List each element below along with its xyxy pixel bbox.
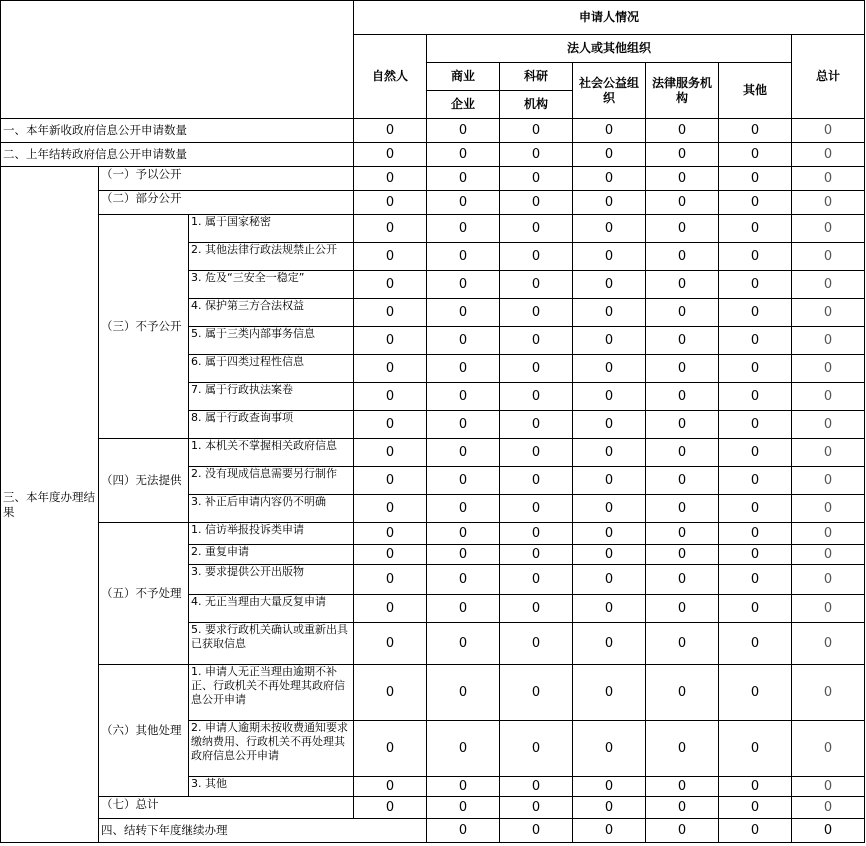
cell-value: 0 (427, 191, 500, 215)
cell-value: 0 (792, 819, 865, 843)
cell-value: 0 (354, 797, 427, 819)
table-row (1, 119, 865, 143)
cell-value: 0 (427, 327, 500, 355)
cell-value: 0 (427, 243, 500, 271)
cell-value: 0 (354, 243, 427, 271)
header-legal-or-other: 法人或其他组织 (427, 35, 792, 63)
cell-value: 0 (646, 819, 719, 843)
cell-value: 0 (719, 439, 792, 467)
table-row (1, 819, 865, 843)
cell-value: 0 (354, 411, 427, 439)
cell-value: 0 (427, 271, 500, 299)
sub-label: 2. 重复申请 (189, 545, 354, 565)
cell-value: 0 (573, 797, 646, 819)
sub-label: 8. 属于行政查询事项 (189, 411, 354, 439)
header-research-2: 机构 (500, 91, 573, 119)
cell-value: 0 (719, 467, 792, 495)
cell-value: 0 (427, 143, 500, 167)
cell-value: 0 (354, 565, 427, 595)
cell-value: 0 (573, 777, 646, 797)
cell-value: 0 (354, 623, 427, 665)
cell-value: 0 (646, 355, 719, 383)
cell-value: 0 (354, 271, 427, 299)
cell-value: 0 (354, 191, 427, 215)
cell-value: 0 (427, 545, 500, 565)
cell-value: 0 (646, 191, 719, 215)
sub-label: 5. 要求行政机关确认或重新出具已获取信息 (189, 623, 354, 665)
cell-value: 0 (427, 595, 500, 623)
sub-label: 5. 属于三类内部事务信息 (189, 327, 354, 355)
cell-value: 0 (646, 383, 719, 411)
header-applicant-situation: 申请人情况 (354, 1, 865, 35)
cell-value: 0 (500, 665, 573, 721)
cell-value: 0 (427, 167, 500, 191)
row-label-carry-forward: 四、结转下年度继续办理 (99, 819, 427, 843)
sub-label: 4. 保护第三方合法权益 (189, 299, 354, 327)
cell-value: 0 (500, 271, 573, 299)
sub-label: 3. 危及“三安全一稳定” (189, 271, 354, 299)
cell-value: 0 (573, 565, 646, 595)
cell-value: 0 (719, 777, 792, 797)
table-row (1, 143, 865, 167)
cell-value: 0 (427, 565, 500, 595)
cell-value: 0 (646, 665, 719, 721)
cell-value: 0 (646, 411, 719, 439)
cell-value: 0 (354, 383, 427, 411)
cell-value: 0 (719, 243, 792, 271)
cell-value: 0 (573, 721, 646, 777)
cell-value: 0 (354, 495, 427, 523)
cell-value: 0 (573, 299, 646, 327)
cell-total: 0 (792, 119, 865, 143)
cell-value: 0 (646, 243, 719, 271)
cell-total: 0 (792, 299, 865, 327)
cell-value: 0 (646, 327, 719, 355)
cell-total: 0 (792, 665, 865, 721)
cell-value: 0 (427, 215, 500, 243)
cell-value: 0 (500, 119, 573, 143)
cell-value: 0 (427, 495, 500, 523)
cell-value: 0 (646, 143, 719, 167)
cell-value: 0 (573, 411, 646, 439)
cell-value: 0 (719, 595, 792, 623)
cell-value: 0 (573, 215, 646, 243)
cell-value: 0 (500, 623, 573, 665)
cell-value: 0 (500, 545, 573, 565)
cell-total: 0 (792, 545, 865, 565)
cell-value: 0 (573, 439, 646, 467)
cell-total: 0 (792, 467, 865, 495)
cell-value: 0 (573, 665, 646, 721)
cell-value: 0 (573, 327, 646, 355)
sub-label: 3. 要求提供公开出版物 (189, 565, 354, 595)
cell-value: 0 (646, 299, 719, 327)
cell-total: 0 (792, 595, 865, 623)
cell-value: 0 (500, 243, 573, 271)
cell-total: 0 (792, 623, 865, 665)
cell-value: 0 (354, 721, 427, 777)
cell-value: 0 (354, 119, 427, 143)
cell-value: 0 (354, 299, 427, 327)
cell-value: 0 (354, 777, 427, 797)
cell-value: 0 (500, 777, 573, 797)
cell-value: 0 (354, 665, 427, 721)
row-label-carried-over: 二、上年结转政府信息公开申请数量 (1, 143, 354, 167)
table-row (1, 191, 865, 215)
table-row (1, 167, 865, 191)
cell-value: 0 (573, 383, 646, 411)
cell-value: 0 (573, 623, 646, 665)
cell-value: 0 (573, 243, 646, 271)
cell-value: 0 (500, 355, 573, 383)
cell-value: 0 (719, 271, 792, 299)
cell-total: 0 (792, 167, 865, 191)
table-row (1, 665, 865, 721)
group-label-not-disclosed: （三）不予公开 (99, 215, 189, 439)
cell-total: 0 (792, 523, 865, 545)
cell-value: 0 (427, 355, 500, 383)
cell-value: 0 (719, 143, 792, 167)
cell-value: 0 (573, 467, 646, 495)
cell-value: 0 (427, 797, 500, 819)
group-label-partially-disclosed: （二）部分公开 (99, 191, 354, 215)
cell-value: 0 (646, 215, 719, 243)
cell-value: 0 (500, 819, 573, 843)
cell-value: 0 (500, 299, 573, 327)
cell-value: 0 (646, 595, 719, 623)
header-corner (1, 1, 354, 119)
cell-value: 0 (354, 439, 427, 467)
group-label-unable-to-provide: （四）无法提供 (99, 439, 189, 523)
cell-value: 0 (646, 467, 719, 495)
cell-value: 0 (427, 623, 500, 665)
cell-value: 0 (646, 623, 719, 665)
cell-value: 0 (500, 495, 573, 523)
cell-total: 0 (792, 143, 865, 167)
sub-label: 6. 属于四类过程性信息 (189, 355, 354, 383)
cell-value: 0 (646, 523, 719, 545)
cell-value: 0 (500, 523, 573, 545)
cell-value: 0 (500, 467, 573, 495)
sub-label: 1. 本机关不掌握相关政府信息 (189, 439, 354, 467)
cell-value: 0 (646, 797, 719, 819)
cell-value: 0 (719, 665, 792, 721)
cell-total: 0 (792, 495, 865, 523)
cell-value: 0 (719, 355, 792, 383)
table-row (1, 215, 865, 243)
cell-value: 0 (354, 355, 427, 383)
cell-value: 0 (500, 411, 573, 439)
group-label-not-processed: （五）不予处理 (99, 523, 189, 665)
cell-value: 0 (719, 191, 792, 215)
cell-total: 0 (792, 271, 865, 299)
sub-label: 1. 属于国家秘密 (189, 215, 354, 243)
cell-value: 0 (427, 777, 500, 797)
cell-total: 0 (792, 721, 865, 777)
cell-value: 0 (646, 777, 719, 797)
cell-value: 0 (573, 355, 646, 383)
row-label-new-applications: 一、本年新收政府信息公开申请数量 (1, 119, 354, 143)
cell-value: 0 (500, 595, 573, 623)
cell-value: 0 (719, 299, 792, 327)
cell-value: 0 (573, 167, 646, 191)
cell-total: 0 (792, 327, 865, 355)
cell-value: 0 (427, 721, 500, 777)
cell-value: 0 (500, 167, 573, 191)
cell-value: 0 (500, 215, 573, 243)
header-natural-person: 自然人 (354, 35, 427, 119)
sub-label: 2. 申请人逾期未按收费通知要求缴纳费用、行政机关不再处理其政府信息公开申请 (189, 721, 354, 777)
cell-total: 0 (792, 383, 865, 411)
header-total: 总计 (792, 35, 865, 119)
cell-value: 0 (427, 119, 500, 143)
cell-value: 0 (573, 119, 646, 143)
cell-value: 0 (427, 383, 500, 411)
cell-value: 0 (646, 565, 719, 595)
header-public-welfare: 社会公益组织 (573, 63, 646, 119)
sub-label: 4. 无正当理由大量反复申请 (189, 595, 354, 623)
cell-value: 0 (354, 143, 427, 167)
cell-value: 0 (354, 523, 427, 545)
header-legal-service: 法律服务机构 (646, 63, 719, 119)
table-row (1, 523, 865, 545)
cell-value: 0 (573, 495, 646, 523)
table-row (1, 439, 865, 467)
header-commercial-2: 企业 (427, 91, 500, 119)
cell-value: 0 (719, 819, 792, 843)
cell-total: 0 (792, 243, 865, 271)
header-commercial-1: 商业 (427, 63, 500, 91)
group-label-disclosed: （一）予以公开 (99, 167, 354, 191)
sub-label: 2. 没有现成信息需要另行制作 (189, 467, 354, 495)
table-row (1, 797, 865, 819)
cell-value: 0 (719, 167, 792, 191)
cell-value: 0 (719, 119, 792, 143)
cell-value: 0 (500, 721, 573, 777)
cell-value: 0 (646, 439, 719, 467)
cell-value: 0 (500, 439, 573, 467)
cell-value: 0 (719, 797, 792, 819)
cell-value: 0 (500, 797, 573, 819)
cell-value: 0 (500, 565, 573, 595)
header-research-1: 科研 (500, 63, 573, 91)
cell-value: 0 (646, 545, 719, 565)
header-other: 其他 (719, 63, 792, 119)
sub-label: 2. 其他法律行政法规禁止公开 (189, 243, 354, 271)
cell-value: 0 (646, 271, 719, 299)
cell-value: 0 (573, 819, 646, 843)
cell-value: 0 (573, 271, 646, 299)
cell-value: 0 (427, 411, 500, 439)
cell-value: 0 (719, 523, 792, 545)
cell-value: 0 (427, 665, 500, 721)
cell-value: 0 (646, 495, 719, 523)
cell-value: 0 (354, 467, 427, 495)
cell-value: 0 (427, 467, 500, 495)
cell-value: 0 (719, 327, 792, 355)
cell-total: 0 (792, 439, 865, 467)
cell-total: 0 (792, 215, 865, 243)
cell-value: 0 (719, 495, 792, 523)
cell-value: 0 (646, 721, 719, 777)
cell-value: 0 (719, 411, 792, 439)
cell-value: 0 (573, 545, 646, 565)
cell-total: 0 (792, 355, 865, 383)
cell-total: 0 (792, 797, 865, 819)
cell-value: 0 (719, 721, 792, 777)
cell-value: 0 (719, 623, 792, 665)
sub-label: 3. 其他 (189, 777, 354, 797)
cell-value: 0 (646, 167, 719, 191)
cell-value: 0 (500, 327, 573, 355)
cell-value: 0 (646, 119, 719, 143)
cell-value: 0 (719, 383, 792, 411)
cell-value: 0 (719, 545, 792, 565)
sub-label: 3. 补正后申请内容仍不明确 (189, 495, 354, 523)
cell-value: 0 (719, 215, 792, 243)
group-label-total: （七）总计 (99, 797, 354, 819)
cell-total: 0 (792, 191, 865, 215)
cell-value: 0 (354, 215, 427, 243)
cell-value: 0 (573, 143, 646, 167)
group-label-other-handling: （六）其他处理 (99, 665, 189, 797)
cell-value: 0 (573, 523, 646, 545)
cell-value: 0 (427, 523, 500, 545)
sub-label: 7. 属于行政执法案卷 (189, 383, 354, 411)
cell-value: 0 (354, 595, 427, 623)
cell-value: 0 (573, 191, 646, 215)
cell-total: 0 (792, 565, 865, 595)
cell-value: 0 (500, 191, 573, 215)
sub-label: 1. 信访举报投诉类申请 (189, 523, 354, 545)
cell-value: 0 (354, 545, 427, 565)
row-label-handling-results: 三、本年度办理结果 (1, 167, 99, 843)
cell-total: 0 (792, 777, 865, 797)
cell-value: 0 (354, 167, 427, 191)
cell-total: 0 (792, 411, 865, 439)
cell-value: 0 (427, 439, 500, 467)
cell-value: 0 (719, 565, 792, 595)
cell-value: 0 (500, 143, 573, 167)
cell-value: 0 (573, 595, 646, 623)
cell-value: 0 (427, 299, 500, 327)
cell-value: 0 (354, 327, 427, 355)
cell-value: 0 (500, 383, 573, 411)
sub-label: 1. 申请人无正当理由逾期不补正、行政机关不再处理其政府信息公开申请 (189, 665, 354, 721)
cell-value: 0 (427, 819, 500, 843)
